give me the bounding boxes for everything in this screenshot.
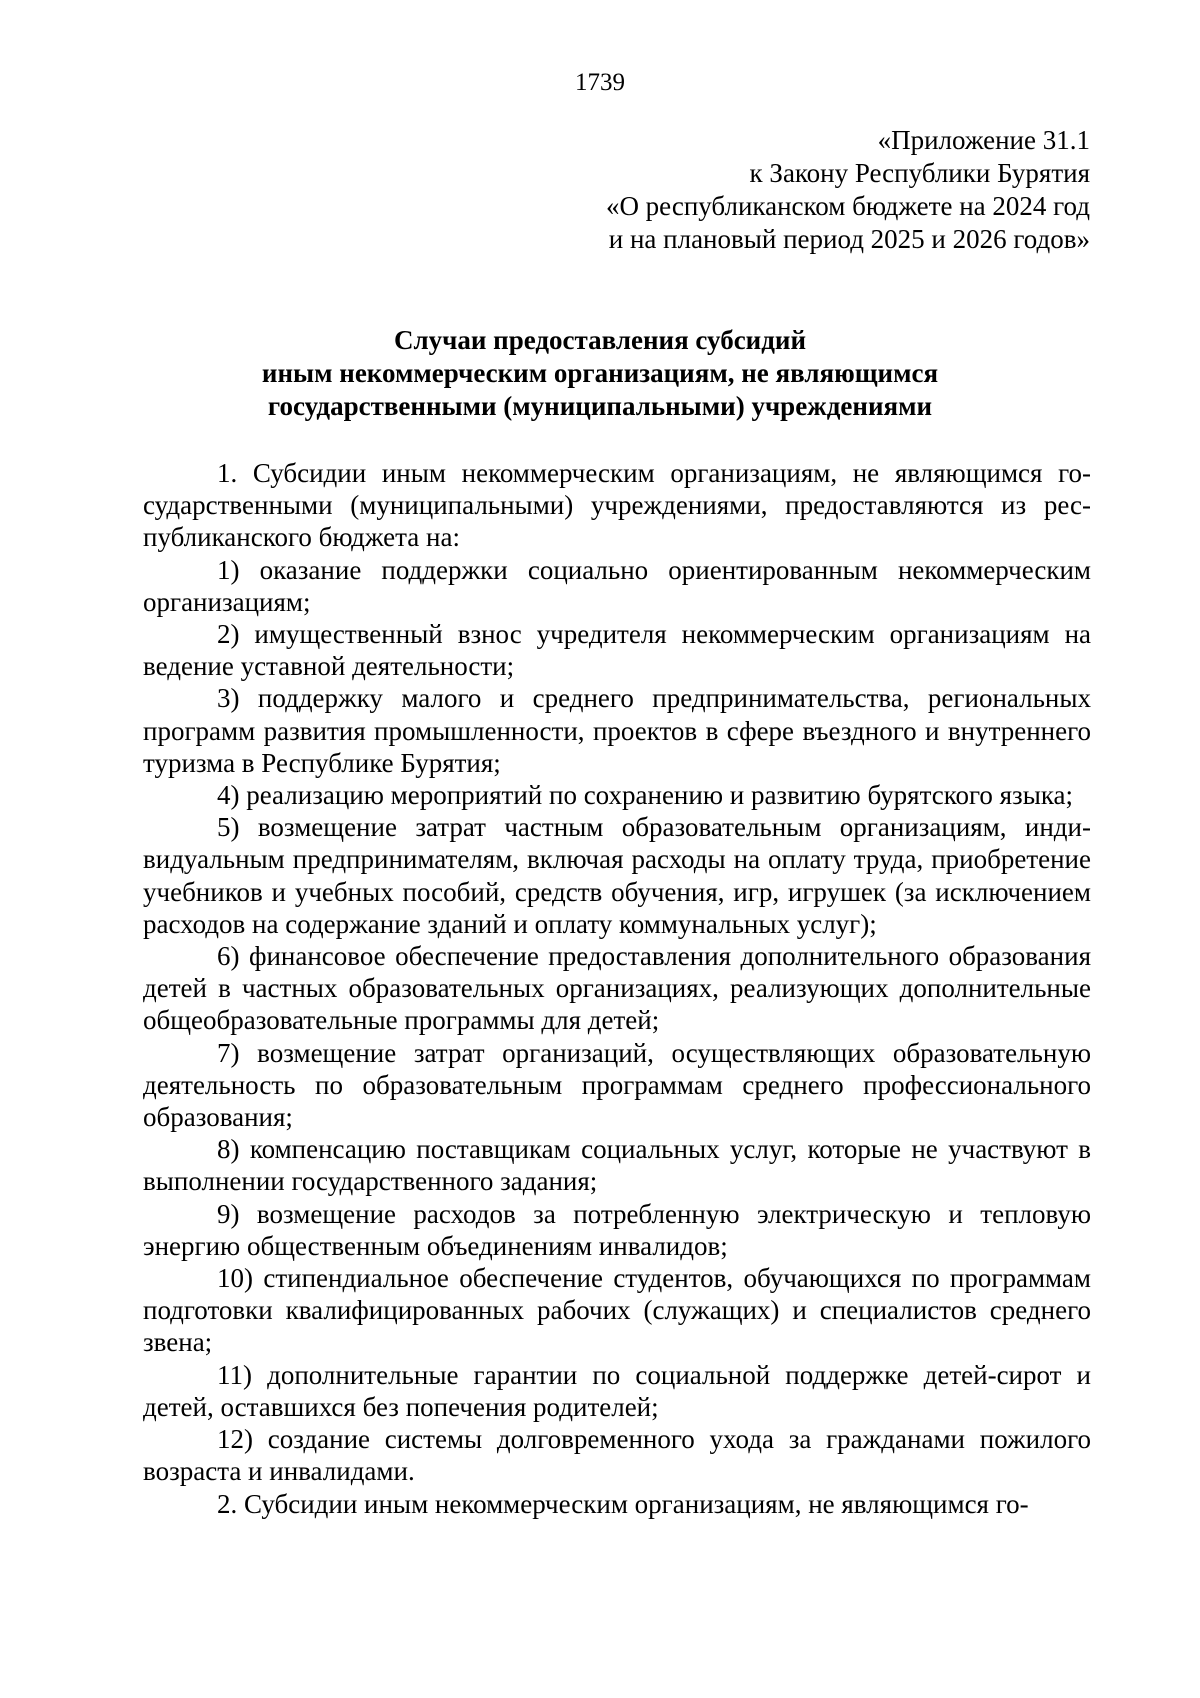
- appendix-header: [606, 124, 1090, 256]
- appendix-line: к Закону Республики Бурятия: [749, 158, 1090, 188]
- list-item-10: 10) стипендиальное обеспечение студентов, обучающихся по программам подготовки квалифицированных рабочих (служащих) и специалистов среднего звена;: [143, 1263, 1091, 1358]
- paragraph-2: 2. Субсидии иным некоммерческим организациям, не являющимся го-: [217, 1488, 1029, 1519]
- title-line: Случаи предоставления субсидий: [393, 325, 807, 355]
- appendix-line: «Приложение 31.1: [877, 125, 1090, 155]
- list-item-6: 6) финансовое обеспечение предоставления дополнительного образования детей в частных образовательных организациях, реализующих дополнительные общеобразовательные программы для детей;: [143, 941, 1091, 1036]
- page-number: 1739: [575, 69, 625, 96]
- list-item-3: 3) поддержку малого и среднего предпринимательства, региональных программ развития промышленности, проектов в сфере въездного и внутреннего туризма в Республике Бурятия;: [143, 683, 1091, 778]
- list-item-1: 1) оказание поддержки социально ориентированным некоммерческим организациям;: [143, 554, 1091, 617]
- list-item-8: 8) компенсацию поставщикам социальных услуг, которые не участвуют в выполнении государственного задания;: [143, 1134, 1091, 1197]
- title-line: государственными (муниципальными) учреждениями: [267, 391, 933, 421]
- document-title: [0, 324, 1200, 423]
- list-item-7: 7) возмещение затрат организаций, осуществляющих образовательную деятельность по образовательным программам среднего профессионального образования;: [143, 1037, 1091, 1133]
- appendix-line: «О республиканском бюджете на 2024 год: [605, 191, 1090, 221]
- list-item-12: 12) создание системы долговременного ухода за гражданами пожилого возраста и инвалидами.: [143, 1424, 1091, 1487]
- appendix-line: и на плановый период 2025 и 2026 годов»: [608, 224, 1090, 254]
- paragraph-1: 1. Субсидии иным некоммерческим организациям, не являющимся государственными (муниципальными) учреждениями, предоставляются из республиканского бюджета на:: [143, 458, 1091, 553]
- list-item-5: 5) возмещение затрат частным образовательным организациям, индивидуальным предпринимателям, включая расходы на оплату труда, приобретение учебников и учебных пособий, средств обучения, игр, игрушек (за исключением расходов на содержание зданий и оплату коммунальных услуг);: [143, 812, 1091, 939]
- title-line: иным некоммерческим организациям, не являющимся: [261, 358, 939, 388]
- list-item-4: 4) реализацию мероприятий по сохранению и развитию бурятского языка;: [217, 780, 1074, 811]
- list-item-11: 11) дополнительные гарантии по социальной поддержке детей-сирот и детей, оставшихся без попечения родителей;: [143, 1359, 1091, 1422]
- list-item-2: 2) имущественный взнос учредителя некоммерческим организациям на ведение уставной деятельности;: [143, 619, 1091, 682]
- document-body: [143, 457, 1091, 1520]
- list-item-9: 9) возмещение расходов за потребленную электрическую и тепловую энергию общественным объединениям инвалидов;: [143, 1198, 1091, 1261]
